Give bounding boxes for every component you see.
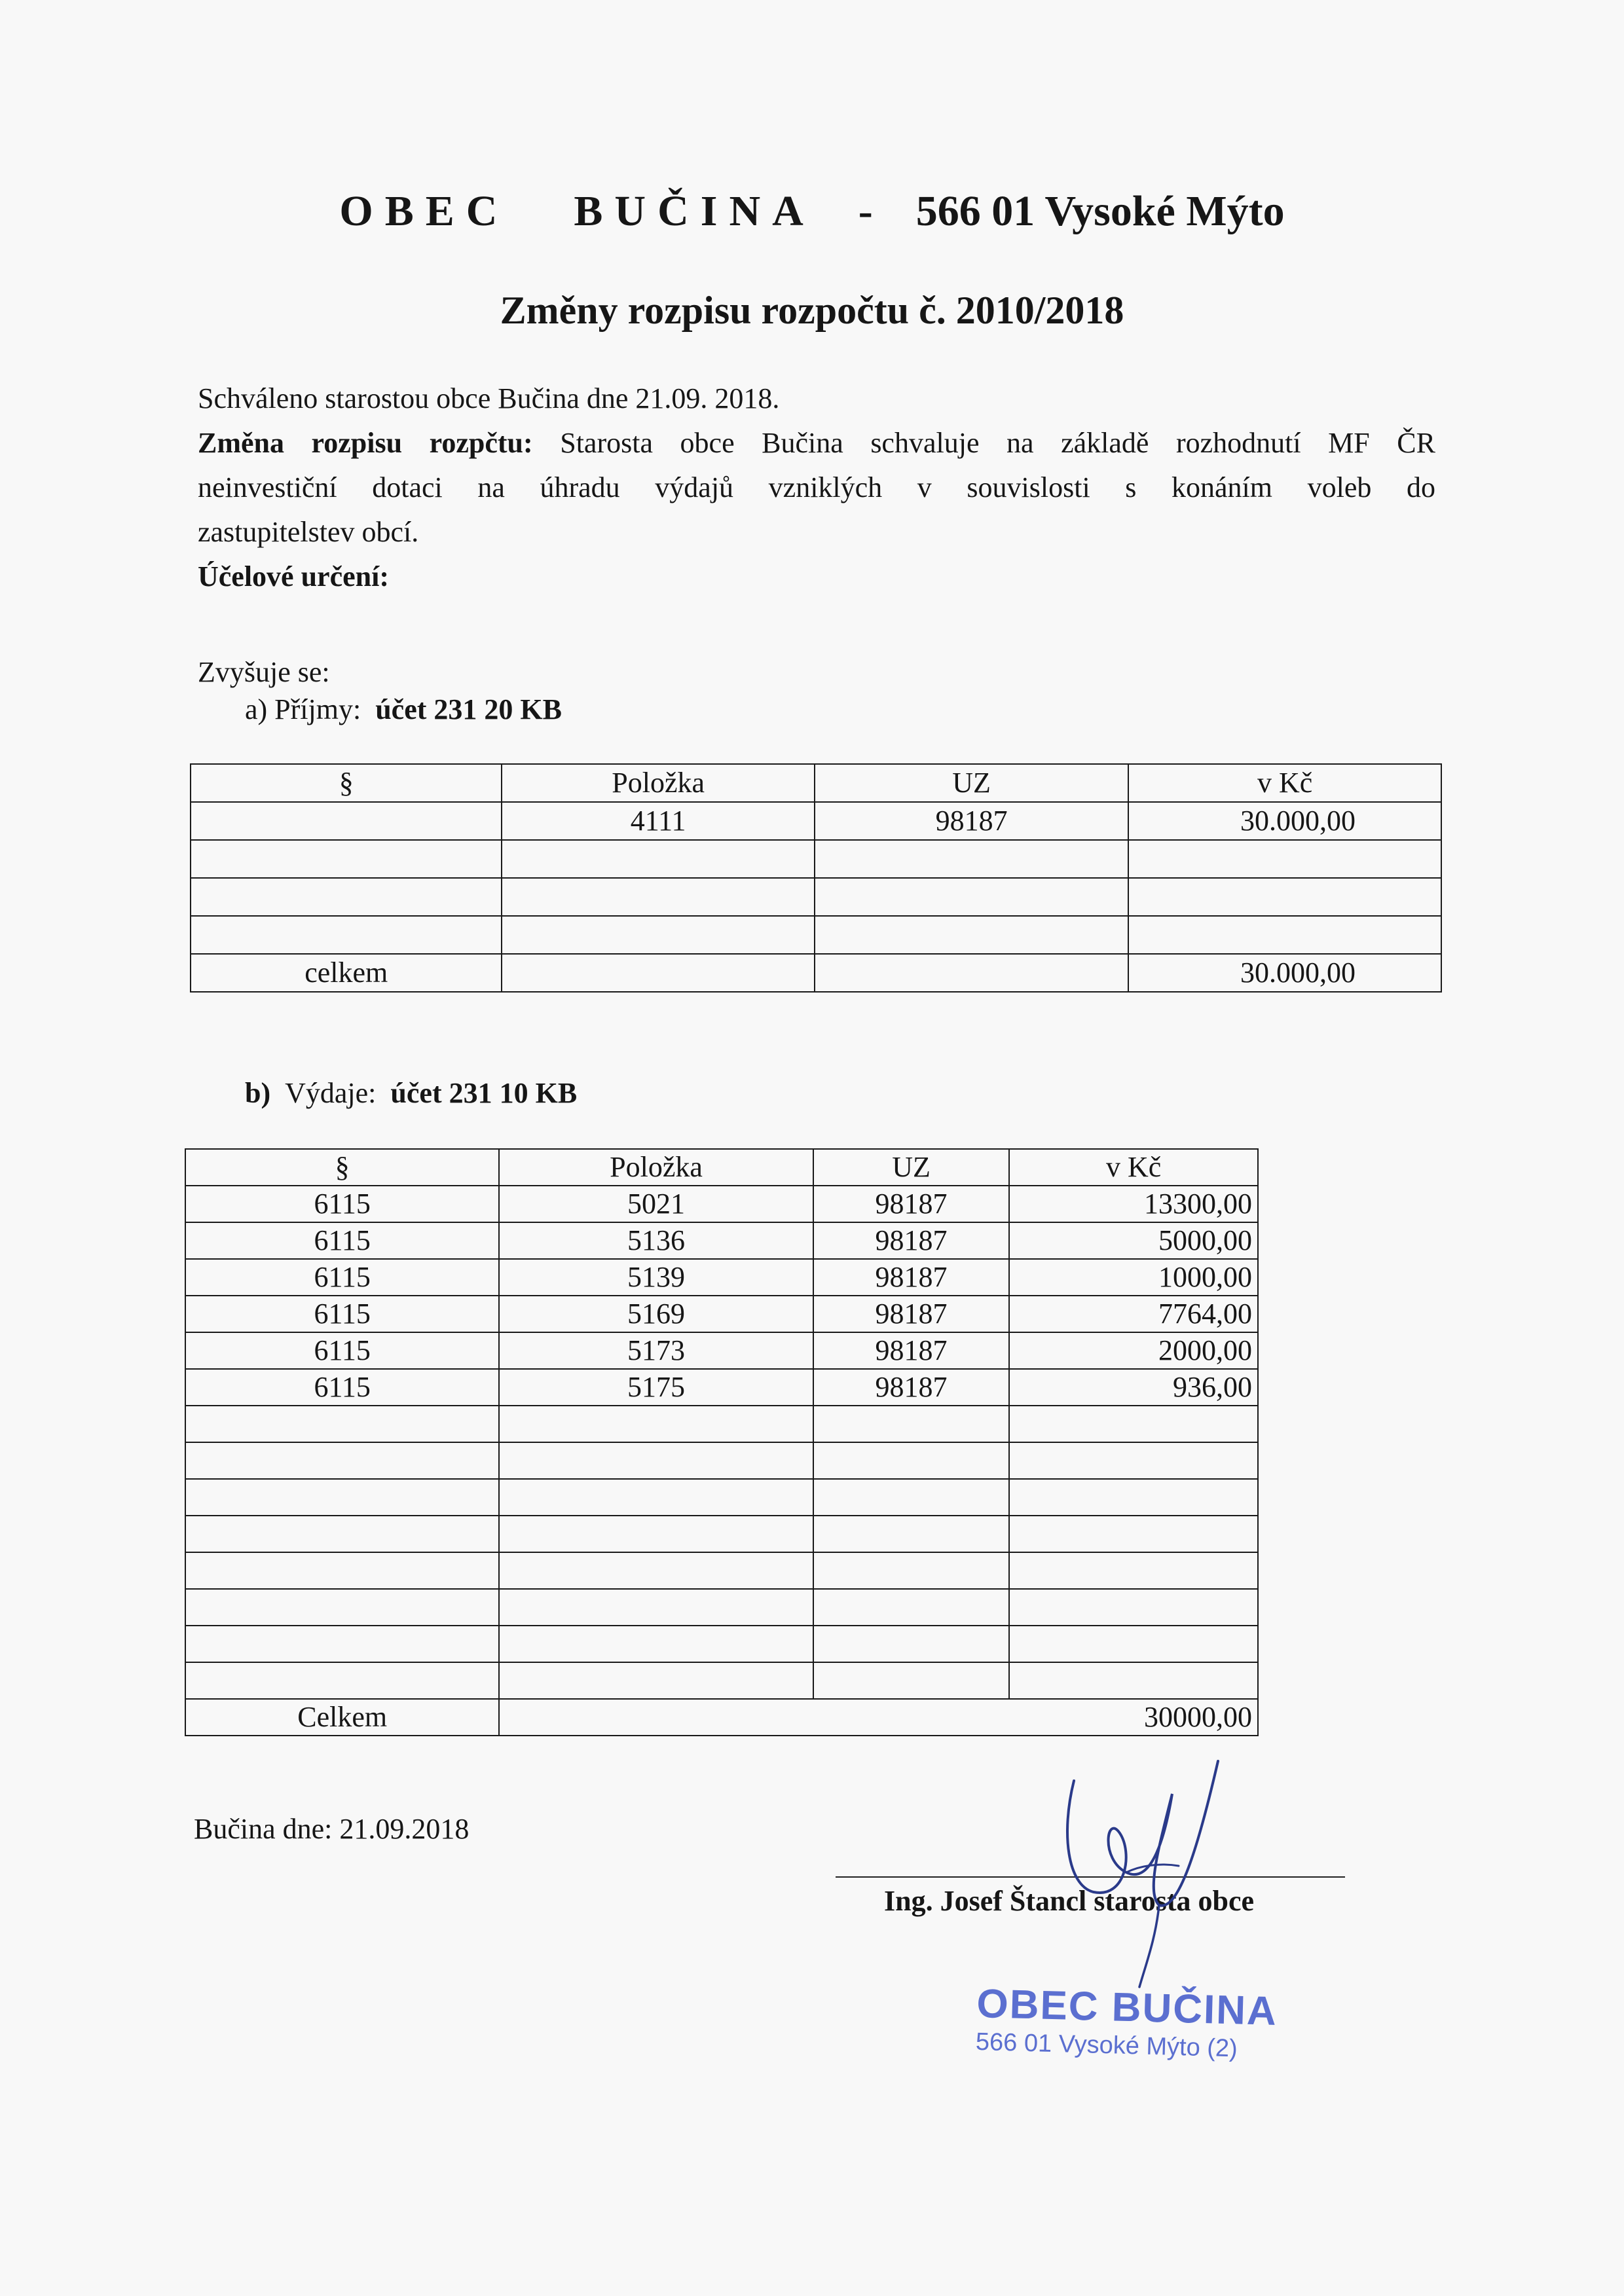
total-value: 30.000,00 [1128,954,1441,992]
cell-item [499,1442,813,1479]
cell-item: 5173 [499,1332,813,1369]
table-total-row [185,1699,1258,1736]
table-row [185,1516,1258,1552]
table-row [185,1479,1258,1516]
income-table [190,763,1442,993]
cell-item [502,916,814,954]
cell-paragraph [191,878,502,916]
total-value: 30000,00 [499,1699,1258,1736]
table-row [185,1552,1258,1589]
cell-uz: 98187 [813,1296,1010,1332]
cell-item [499,1662,813,1699]
change-label: Změna rozpisu rozpčtu: [198,427,533,459]
table-row [191,878,1441,916]
table-row [191,840,1441,878]
income-prefix: a) Příjmy: [245,693,361,725]
cell-paragraph [185,1662,499,1699]
expense-prefix: Výdaje: [278,1077,377,1109]
cell-amount [1009,1442,1258,1479]
cell-paragraph [185,1479,499,1516]
cell-paragraph: 6115 [185,1332,499,1369]
cell-item [499,1406,813,1442]
income-account: účet 231 20 KB [375,693,562,725]
cell-paragraph: 6115 [185,1369,499,1406]
cell-paragraph [185,1589,499,1626]
header-dash: - [858,187,873,235]
cell-amount [1128,840,1441,878]
change-paragraph-line3: zastupitelstev obcí. [198,516,419,548]
cell-amount [1128,878,1441,916]
cell-uz [813,1589,1010,1626]
cell-amount [1128,916,1441,954]
approval-line: Schváleno starostou obce Bučina dne 21.09. 2018. [198,382,780,414]
increase-label: Zvyšuje se: [198,656,330,688]
cell-item [499,1516,813,1552]
table-row [185,1442,1258,1479]
change-paragraph-line1 [198,421,1435,465]
cell-uz [813,1406,1010,1442]
cell-uz [813,1626,1010,1662]
total-label: Celkem [185,1699,499,1736]
cell-paragraph [185,1626,499,1662]
table-total-row [191,954,1441,992]
cell-paragraph [191,802,502,840]
municipality-stamp [974,1980,1331,2107]
table-row [191,916,1441,954]
cell-paragraph [191,916,502,954]
cell-paragraph [185,1442,499,1479]
cell-paragraph: 6115 [185,1296,499,1332]
cell-amount: 5000,00 [1009,1222,1258,1259]
cell-uz [813,1442,1010,1479]
cell-item: 5169 [499,1296,813,1332]
cell-paragraph [185,1516,499,1552]
cell-item [499,1552,813,1589]
cell-amount: 1000,00 [1009,1259,1258,1296]
cell-uz [813,1479,1010,1516]
cell-uz [815,840,1128,878]
cell-uz [815,878,1128,916]
document-title: Změny rozpisu rozpočtu č. 2010/2018 [500,289,1124,332]
cell-item [499,1479,813,1516]
col-paragraph-header: § [191,764,502,802]
col-amount-header: v Kč [1009,1149,1258,1186]
col-paragraph-header: § [185,1149,499,1186]
cell-uz: 98187 [813,1369,1010,1406]
col-item-header: Položka [499,1149,813,1186]
table-row [185,1662,1258,1699]
table-row [185,1296,1258,1332]
cell-paragraph [191,840,502,878]
cell-uz [815,916,1128,954]
cell-uz: 98187 [815,802,1128,840]
table-row [185,1222,1258,1259]
table-row [191,802,1441,840]
cell-amount: 2000,00 [1009,1332,1258,1369]
cell-amount [1009,1552,1258,1589]
cell-empty [502,954,814,992]
expense-prefix-b: b) [245,1077,271,1109]
table-header-row [191,764,1441,802]
cell-item: 5136 [499,1222,813,1259]
header-address: 566 01 Vysoké Mýto [915,187,1285,235]
cell-uz [813,1516,1010,1552]
total-label: celkem [191,954,502,992]
table-row [185,1259,1258,1296]
income-line [245,687,562,732]
header-name: BUČINA [574,187,815,235]
table-row [185,1186,1258,1222]
col-uz-header: UZ [813,1149,1010,1186]
cell-amount: 13300,00 [1009,1186,1258,1222]
purpose-label-text: Účelové určení: [198,560,389,592]
cell-paragraph: 6115 [185,1259,499,1296]
cell-item: 4111 [502,802,814,840]
cell-amount [1009,1406,1258,1442]
cell-paragraph [185,1552,499,1589]
col-amount-header: v Kč [1128,764,1441,802]
cell-uz: 98187 [813,1186,1010,1222]
cell-item [502,878,814,916]
cell-paragraph: 6115 [185,1186,499,1222]
cell-paragraph: 6115 [185,1222,499,1259]
cell-item: 5139 [499,1259,813,1296]
cell-uz: 98187 [813,1332,1010,1369]
table-row [185,1589,1258,1626]
change-paragraph-line2: neinvestiční dotaci na úhradu výdajů vzniklých v souvislosti s konáním voleb do [198,471,1435,503]
stamp-line1: OBEC BUČINA [976,1980,1278,2034]
cell-uz: 98187 [813,1222,1010,1259]
table-row [185,1406,1258,1442]
stamp-line2: 566 01 Vysoké Mýto (2) [975,2028,1238,2063]
cell-amount [1009,1626,1258,1662]
cell-amount: 7764,00 [1009,1296,1258,1332]
cell-item: 5175 [499,1369,813,1406]
cell-amount [1009,1589,1258,1626]
place-date: Bučina dne: 21.09.2018 [194,1813,470,1845]
cell-item: 5021 [499,1186,813,1222]
municipality-header [0,187,1624,236]
cell-amount: 936,00 [1009,1369,1258,1406]
cell-paragraph [185,1406,499,1442]
expense-account: účet 231 10 KB [390,1077,578,1109]
table-row [185,1369,1258,1406]
cell-amount [1009,1662,1258,1699]
cell-empty [815,954,1128,992]
purpose-label [198,555,389,599]
col-uz-header: UZ [815,764,1128,802]
expense-table [185,1148,1259,1736]
cell-amount: 30.000,00 [1128,802,1441,840]
col-item-header: Položka [502,764,814,802]
header-obec: OBEC [339,187,509,235]
change-text-1: Starosta obce Bučina schvaluje na základě rozhodnutí MF ČR [560,427,1435,459]
expense-line [245,1071,577,1116]
table-header-row [185,1149,1258,1186]
cell-item [499,1626,813,1662]
handwritten-signature [1048,1755,1244,1990]
cell-uz: 98187 [813,1259,1010,1296]
cell-uz [813,1662,1010,1699]
table-row [185,1332,1258,1369]
cell-item [502,840,814,878]
signer-name: Ing. Josef Štancl starosta obce [884,1885,1255,1917]
table-row [185,1626,1258,1662]
cell-item [499,1589,813,1626]
cell-amount [1009,1479,1258,1516]
cell-amount [1009,1516,1258,1552]
cell-uz [813,1552,1010,1589]
